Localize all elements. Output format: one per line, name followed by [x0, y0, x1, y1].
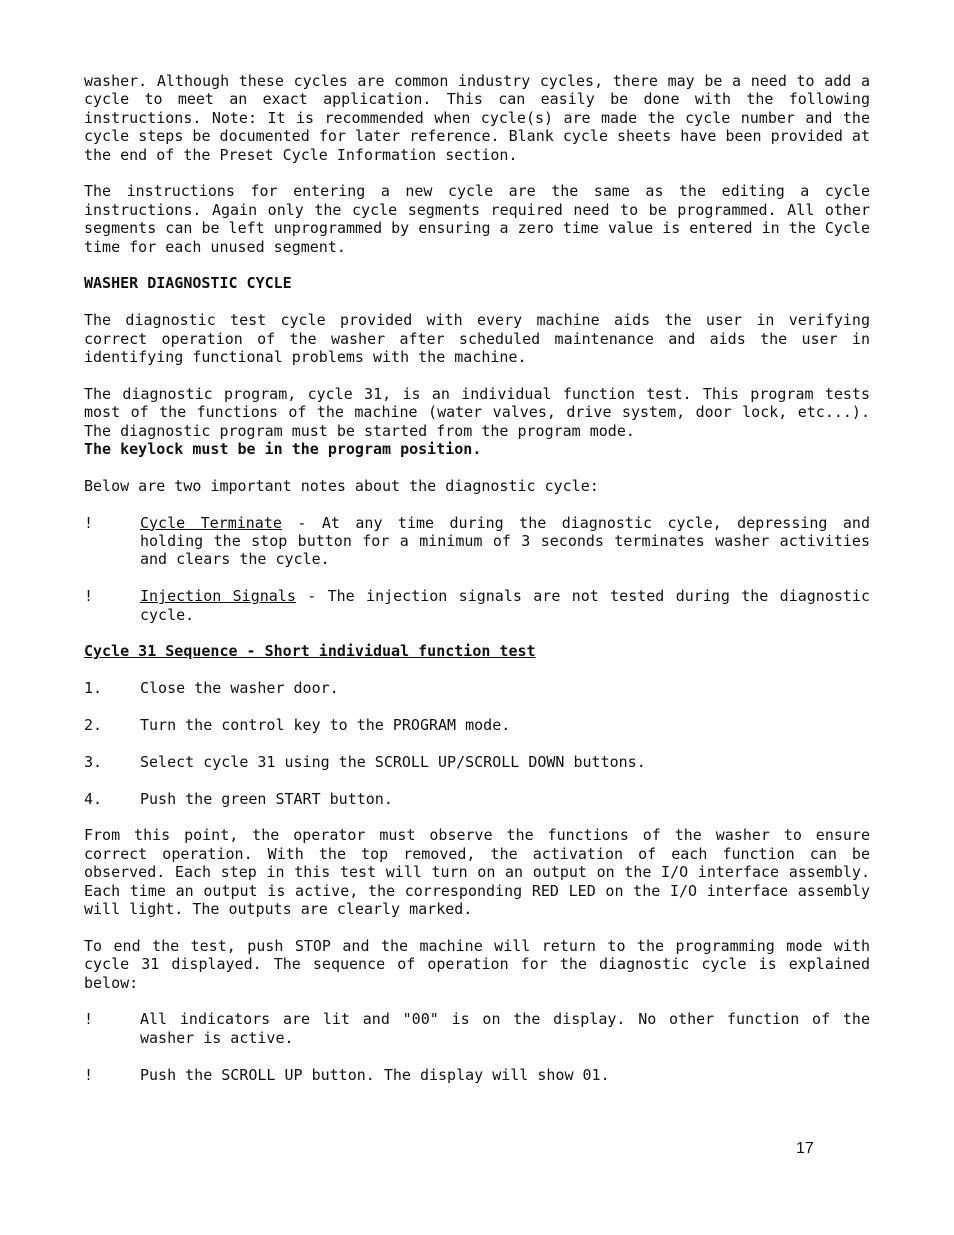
step-number: 1.	[84, 679, 103, 698]
diagnostic-paragraph-2-text: The diagnostic program, cycle 31, is an individual function test. This program tests most of the functions of the machine (water valves, drive system, door lock, etc...). The diagnostic program must be started from the program mode.	[84, 384, 870, 440]
sequence-bullet-item	[84, 1010, 870, 1047]
page-number: 17	[796, 1140, 814, 1157]
step-number: 2.	[84, 716, 103, 735]
intro-paragraph-2: The instructions for entering a new cycle are the same as the editing a cycle instructions. Again only the cycle segments required need to be programmed. All other segments can be left unprogrammed by ensuring a zero time value is entered in the Cycle time for each unused segment.	[84, 182, 870, 256]
step-item	[84, 716, 870, 734]
diagnostic-paragraph-3: Below are two important notes about the diagnostic cycle:	[84, 476, 599, 495]
note-term: Cycle Terminate	[140, 513, 282, 532]
bullet-marker: !	[84, 1010, 94, 1029]
step-item	[84, 790, 870, 808]
note-text: - At any time during the diagnostic cycle, depressing and holding the stop button for a minimum of 3 seconds terminates washer activities and clears the cycle.	[140, 513, 870, 569]
note-marker: !	[84, 513, 94, 532]
section-heading-cycle-31: Cycle 31 Sequence - Short individual function test	[84, 642, 536, 661]
document-page	[84, 72, 870, 1102]
bullet-text: All indicators are lit and "00" is on the display. No other function of the washer is active.	[140, 1010, 870, 1047]
step-item	[84, 753, 870, 771]
note-marker: !	[84, 587, 94, 606]
step-text: Select cycle 31 using the SCROLL UP/SCROLL DOWN buttons.	[140, 752, 646, 771]
note-body	[140, 514, 870, 569]
diagnostic-paragraph-1: The diagnostic test cycle provided with every machine aids the user in verifying correct operation of the washer after scheduled maintenance and aids the user in identifying functional problems with the machine.	[84, 311, 870, 367]
bullet-text: Push the SCROLL UP button. The display will show 01.	[140, 1065, 610, 1084]
sequence-bullet-item	[84, 1066, 870, 1084]
section-heading-diagnostic: WASHER DIAGNOSTIC CYCLE	[84, 274, 292, 293]
note-item-injection-signals	[84, 587, 870, 624]
note-term: Injection Signals	[140, 587, 296, 606]
keylock-warning: The keylock must be in the program position.	[84, 440, 482, 459]
note-body	[140, 587, 870, 624]
step-number: 3.	[84, 752, 103, 771]
step-text: Turn the control key to the PROGRAM mode.	[140, 716, 511, 735]
note-item-cycle-terminate	[84, 514, 870, 569]
intro-paragraph-1: washer. Although these cycles are common industry cycles, there may be a need to add a cycle to meet an exact application. This can easily be done with the following instructions. Note: It is recommended when cycle(s) are made the cycle number and the cycle steps be documented for later reference. Blank cycle sheets have been provided at the end of the Preset Cycle Information section.	[84, 72, 870, 164]
step-number: 4.	[84, 789, 103, 808]
step-text: Push the green START button.	[140, 789, 393, 808]
step-item	[84, 679, 870, 697]
step-text: Close the washer door.	[140, 679, 339, 698]
bullet-marker: !	[84, 1065, 94, 1084]
diagnostic-paragraph-2	[84, 385, 870, 459]
note-text: - The injection signals are not tested during the diagnostic cycle.	[140, 587, 870, 624]
sequence-paragraph-2: To end the test, push STOP and the machine will return to the programming mode with cycle 31 displayed. The sequence of operation for the diagnostic cycle is explained below:	[84, 936, 870, 992]
sequence-paragraph-1: From this point, the operator must observe the functions of the washer to ensure correct operation. With the top removed, the activation of each function can be observed. Each step in this test will turn on an output on the I/O interface assembly. Each time an output is active, the corresponding RED LED on the I/O interface assembly will light. The outputs are clearly marked.	[84, 826, 870, 919]
